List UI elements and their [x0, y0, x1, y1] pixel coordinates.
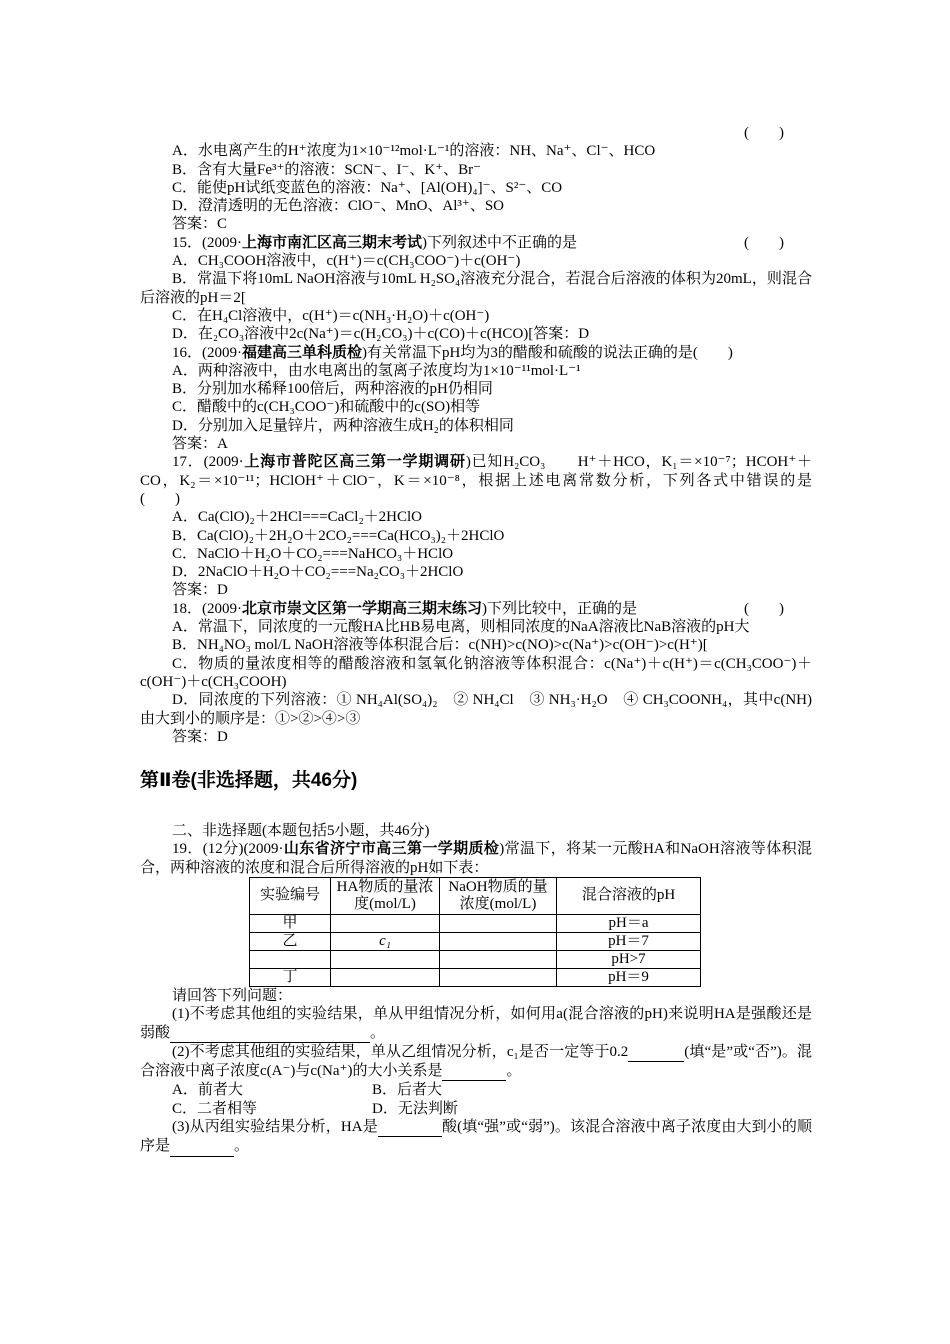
option-c: C．二者相等: [172, 1100, 258, 1117]
q18-source: 北京市崇文区第一学期高三期末练习: [242, 599, 483, 617]
table-cell: [440, 968, 557, 986]
q16-option-c: C．醋酸中的c(CH₃COO⁻)和硫酸中的c(SO)相等: [172, 399, 481, 416]
q14-paren-line: [140, 124, 812, 142]
document-page: [140, 124, 812, 1157]
q14-option-c: C．能使pH试纸变蓝色的溶液：Na⁺、[Al(OH)₄]⁻、S²⁻、CO: [172, 179, 563, 196]
q15-option-c: C．在H₄Cl溶液中，c(H⁺)＝c(NH₃·H₂O)＋c(OH⁻): [172, 307, 490, 324]
table-header-cell: 混合溶液的pH: [557, 877, 701, 914]
q16-option-a: A．两种溶液中，由水电离出的氢离子浓度均为1×10⁻¹¹mol·L⁻¹: [172, 362, 581, 379]
q19-part2: (2)不考虑其他组的实验结果，单从乙组情况分析，c₁是否一定等于0.2 (填“是”或“否”)。混合溶液中离子浓度c(A⁻)与c(Na⁺)的大小关系是 。: [140, 1043, 812, 1082]
table-row: [250, 968, 701, 986]
q19-part1: (1)不考虑其他组的实验结果，单从甲组情况分析，如何用a(混合溶液的pH)来说明HA是强酸还是弱酸 。: [140, 1005, 812, 1043]
q14-option-b: B．含有大量Fe³⁺的溶液：SCN⁻、I⁻、K⁺、Br⁻: [172, 161, 482, 178]
q15-source: 上海市南汇区高三期末考试: [242, 233, 423, 251]
q17-option-c: C．NaClO＋H₂O＋CO₂===NaHCO₃＋HClO: [172, 545, 454, 562]
answer-paren: ( ): [744, 234, 784, 251]
section-title: 第Ⅱ卷(非选择题，共46分): [140, 770, 358, 792]
answer-blank[interactable]: [442, 1062, 506, 1081]
q15-stem: 15．(2009·上海市南汇区高三期末考试)下列叙述中不正确的是 ( ): [172, 233, 784, 251]
q17-option-b: B．Ca(ClO)₂＋2H₂O＋2CO₂===Ca(HCO₃)₂＋2HClO: [172, 527, 505, 544]
q19-prompt: 请回答下列问题：: [172, 987, 293, 1004]
q14-answer: 答案：C: [172, 216, 228, 233]
q19-options-row2: [140, 1100, 812, 1118]
table-header-cell: 实验编号: [250, 877, 331, 914]
q14-option-d: D．澄清透明的无色溶液：ClO⁻、MnO、Al³⁺、SO: [172, 198, 505, 215]
table-cell: [440, 950, 557, 968]
answer-blank[interactable]: [170, 1024, 370, 1043]
option-b: B．后者大: [372, 1082, 443, 1099]
table-cell: [331, 914, 440, 932]
table-cell: [250, 950, 331, 968]
q19-part3: (3)从丙组实验结果分析，HA是 酸(填“强”或“弱”)。该混合溶液中离子浓度由大到小的顺序是 。: [140, 1118, 812, 1157]
q15-option-b: B．常温下将10mL NaOH溶液与10mL H₂SO₄溶液充分混合，若混合后溶液的体积为20mL，则混合后溶液的pH＝2[: [140, 271, 812, 306]
table-row: [250, 932, 701, 950]
option-a: A．前者大: [172, 1082, 243, 1099]
table-row: [250, 914, 701, 932]
q16-option-b: B．分别加水稀释100倍后，两种溶液的pH仍相同: [172, 381, 493, 398]
table-cell: [331, 950, 440, 968]
part2-header: 二、非选择题(本题包括5小题，共46分): [172, 823, 430, 840]
q18-option-b: B．NH₄NO₃ mol/L NaOH溶液等体积混合后：c(NH)>c(NO)>c(Na⁺)>c(OH⁻)>c(H⁺)[: [172, 637, 708, 654]
q18-option-a: A．常温下，同浓度的一元酸HA比HB易电离，则相同浓度的NaA溶液比NaB溶液的pH大: [172, 619, 750, 636]
q19-intro: 19．(12分)(2009·山东省济宁市高三第一学期质检)常温下，将某一元酸HA和NaOH溶液等体积混合，两种溶液的浓度和混合后所得溶液的pH如下表：: [140, 840, 812, 876]
q16-stem: 16．(2009·福建高三单科质检)有关常温下pH均为3的醋酸和硫酸的说法正确的是( ): [172, 343, 733, 361]
table-cell: [440, 914, 557, 932]
table-cell: 丁: [250, 968, 331, 986]
answer-paren: ( ): [744, 600, 784, 617]
table-header-row: [250, 877, 701, 914]
q16-option-d: D．分别加入足量锌片，两种溶液生成H₂的体积相同: [172, 417, 514, 434]
answer-blank[interactable]: [628, 1043, 684, 1062]
q15-option-a: A．CH₃COOH溶液中，c(H⁺)＝c(CH₃COO⁻)＋c(OH⁻): [172, 253, 521, 270]
table-cell: 甲: [250, 914, 331, 932]
answer-blank[interactable]: [378, 1118, 442, 1137]
table-cell: pH>7: [557, 950, 701, 968]
q16-answer: 答案：A: [172, 436, 228, 453]
q19-source: 山东省济宁市高三第一学期质检: [283, 840, 500, 858]
answer-blank[interactable]: [170, 1137, 234, 1156]
q17-option-d: D．2NaClO＋H₂O＋CO₂===Na₂CO₃＋2HClO: [172, 564, 464, 581]
q14-option-a: A．水电离产生的H⁺浓度为1×10⁻¹²mol·L⁻¹的溶液：NH、Na⁺、Cl⁻、HCO: [172, 143, 656, 160]
table-row: [250, 950, 701, 968]
q17-option-a: A．Ca(ClO)₂＋2HCl===CaCl₂＋2HClO: [172, 509, 423, 526]
q17-source: 上海市普陀区高三第一学期调研: [243, 453, 466, 471]
q19-options-row1: [140, 1081, 812, 1099]
table-cell: pH＝7: [557, 932, 701, 950]
option-d: D．无法判断: [372, 1100, 458, 1117]
q15-option-d: D．在₂CO₃溶液中2c(Na⁺)＝c(H₂CO₃)＋c(CO)＋c(HCO)[答案：D: [172, 326, 590, 343]
table-header-cell: NaOH物质的量浓度(mol/L): [440, 877, 557, 914]
table-cell: pH＝9: [557, 968, 701, 986]
q18-option-c: C．物质的量浓度相等的醋酸溶液和氢氧化钠溶液等体积混合：c(Na⁺)＋c(H⁺)＝c(CH₃COO⁻)＋c(OH⁻)＋c(CH₃COOH): [140, 655, 812, 690]
q18-option-d: D．同浓度的下列溶液：① NH₄Al(SO₄)₂ ② NH₄Cl ③ NH₃·H₂O ④ CH₃COONH₄，其中c(NH)由大到小的顺序是：①>②>④>③: [140, 692, 812, 727]
q17-stem: 17．(2009·上海市普陀区高三第一学期调研)已知H₂CO₃ H⁺＋HCO，K₁＝×10⁻⁷；HCOH⁺＋CO，K₂＝×10⁻¹¹；HClOH⁺＋ClO⁻，K＝×10⁻⁸，根据上述电离常数分析，下列各式中错误的是 ( ): [140, 453, 812, 507]
q18-answer: 答案：D: [172, 728, 228, 745]
table-cell: pH＝a: [557, 914, 701, 932]
table-cell: [331, 968, 440, 986]
results-table: [249, 877, 701, 987]
q16-source: 福建高三单科质检: [242, 343, 363, 361]
answer-paren: ( ): [744, 125, 784, 141]
table-cell: 乙: [250, 932, 331, 950]
table-header-cell: HA物质的量浓度(mol/L): [331, 877, 440, 914]
q18-stem: 18．(2009·北京市崇文区第一学期高三期末练习)下列比较中，正确的是 ( ): [172, 599, 784, 617]
table-cell: c₁: [331, 932, 440, 950]
table-cell: [440, 932, 557, 950]
answer-paren: ( ): [140, 490, 180, 507]
q17-answer: 答案：D: [172, 582, 228, 599]
